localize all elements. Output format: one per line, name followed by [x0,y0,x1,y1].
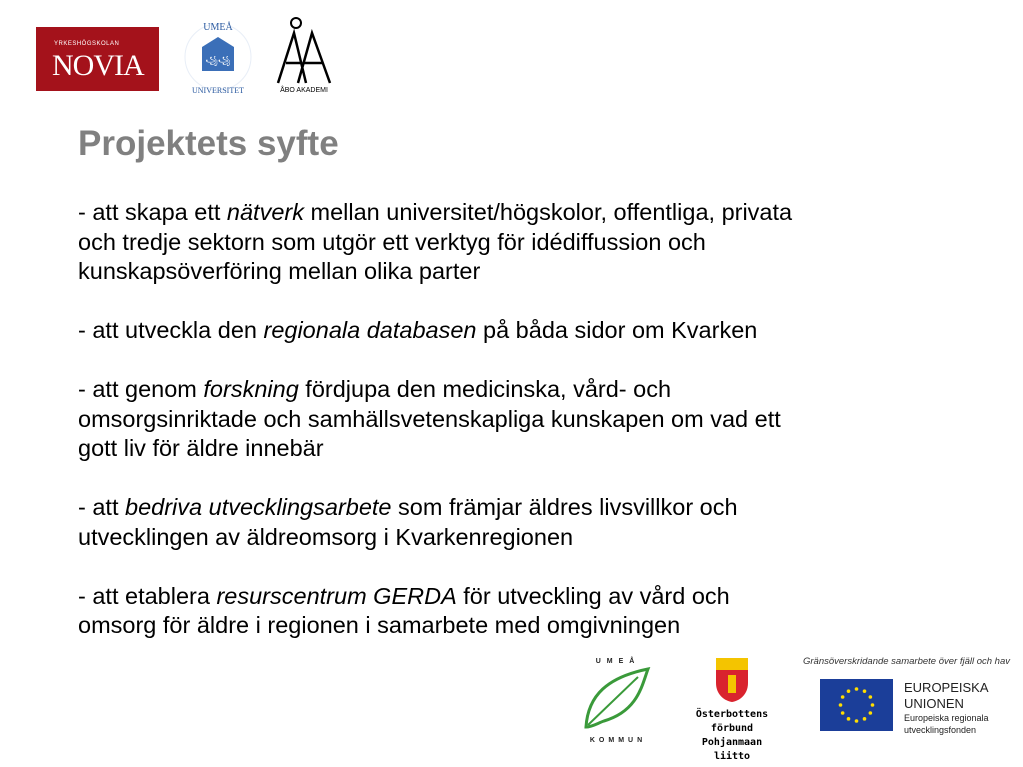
eu-text-line: EUROPEISKA [904,680,989,695]
eu-logo-text [904,680,989,736]
slide-title: Projektets syfte [78,124,339,163]
eu-star-icon [847,717,851,721]
novia-logo [36,27,159,91]
eu-star-icon [841,695,845,699]
text: omsorg för äldre i regionen i samarbete med omgivningen [78,612,681,638]
coat-of-arms-icon [715,657,749,703]
eu-tagline: Gränsöverskridande samarbete över fjäll och hav [803,656,1010,667]
text: gott liv för äldre innebär [78,435,324,461]
bullet-database [78,316,792,346]
text: kunskapsöverföring mellan olika parter [78,258,481,284]
text: utvecklingen av äldreomsorg i Kvarkenregionen [78,523,574,550]
bullet-development [78,493,792,552]
text: - att utveckla den [78,317,264,343]
eu-star-icon [863,689,867,693]
umea-universitet-logo [178,17,258,97]
eu-flag-icon [820,679,893,731]
svg-text:꧁꧁: ꧁꧁ [205,56,231,65]
eu-star-icon [855,719,859,723]
eu-text-line: Europeiska regionala [904,713,989,723]
eu-star-icon [841,711,845,715]
eu-star-icon [871,703,875,707]
bullet-network [78,198,792,287]
emphasis: nätverk [226,199,304,225]
abo-akademi-logo [272,15,336,95]
text: mellan universitet/högskolor, offentliga, privata [303,199,793,225]
osterbottens-name-fi: Pohjanmaan liitto [701,737,763,762]
umea-kommun-logo [578,655,658,745]
svg-text:UMEÅ: UMEÅ [595,658,641,665]
eu-star-icon [847,689,851,693]
eu-star-icon [839,703,843,707]
svg-text:UMEÅ: UMEÅ [203,22,233,33]
svg-text:ÅBO AKADEMI: ÅBO AKADEMI [280,87,328,94]
osterbottens-name-sv: Österbottens förbund [695,709,769,734]
emphasis: resurscentrum GERDA [216,582,457,609]
text: för utveckling av vård och [456,582,730,609]
text: - att [78,494,126,520]
emphasis: bedriva utvecklingsarbete [125,494,392,520]
text: fördjupa den medicinska, vård- och [298,376,672,402]
novia-logo-text: NOVIA [52,49,144,82]
svg-text:UNIVERSITET: UNIVERSITET [192,86,244,95]
osterbottens-forbund-logo [682,657,782,762]
text: på båda sidor om Kvarken [476,317,758,343]
eu-star-icon [863,717,867,721]
text: och tredje sektorn som utgör ett verktyg för idédiffussion och [78,228,706,255]
text: - att skapa ett [78,199,227,225]
text: omsorgsinriktade och samhällsvetenskapliga kunskapen om vad ett [78,405,781,432]
novia-logo-subtitle: YRKESHÖGSKOLAN [54,41,120,47]
eu-text-line: utvecklingsfonden [904,725,977,735]
text: - att etablera [78,582,217,609]
eu-star-icon [869,711,873,715]
text: som främjar äldres livsvillkor och [391,494,738,520]
emphasis: forskning [203,376,299,402]
text: - att genom [78,376,204,402]
bullet-research [78,375,792,464]
eu-star-icon [855,687,859,691]
svg-text:KOMMUN: KOMMUN [589,737,647,744]
emphasis: regionala databasen [263,317,477,343]
bullet-gerda [78,582,792,641]
slide-body [78,198,792,670]
eu-text-line: UNIONEN [904,696,964,711]
eu-star-icon [869,695,873,699]
